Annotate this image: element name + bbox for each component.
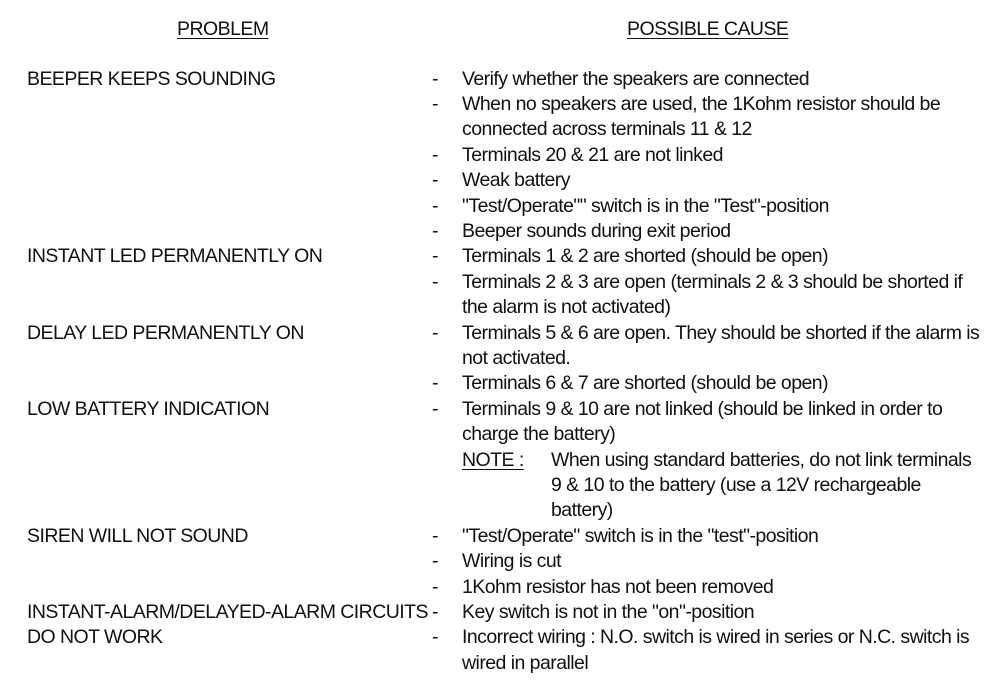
possible-cause-text: Key switch is not in the "on"-position	[462, 600, 755, 623]
note-label: NOTE :	[462, 448, 524, 471]
possible-cause-text: Beeper sounds during exit period	[462, 219, 731, 242]
possible-cause-text: "Test/Operate" switch is in the "test"-position	[462, 524, 819, 547]
possible-cause-text: Wiring is cut	[462, 550, 562, 573]
bullet-dash: -	[432, 270, 438, 293]
possible-cause-text: Terminals 9 & 10 are not linked (should be linked in order to	[462, 397, 943, 420]
bullet-dash: -	[432, 321, 438, 344]
possible-cause-text: not activated.	[462, 346, 571, 369]
bullet-dash: -	[432, 194, 438, 217]
possible-cause-text: connected across terminals 11 & 12	[462, 118, 752, 141]
bullet-dash: -	[432, 372, 438, 395]
possible-cause-text: Terminals 1 & 2 are shorted (should be open)	[462, 245, 829, 268]
bullet-dash: -	[432, 600, 438, 623]
possible-cause-text: wired in parallel	[462, 651, 589, 674]
bullet-dash: -	[432, 524, 438, 547]
problem-label: DELAY LED PERMANENTLY ON	[27, 321, 304, 344]
possible-cause-text: the alarm is not activated)	[462, 296, 671, 319]
possible-cause-text: When no speakers are used, the 1Kohm resistor should be	[462, 92, 941, 115]
possible-cause-text: Verify whether the speakers are connected	[462, 67, 810, 90]
bullet-dash: -	[432, 219, 438, 242]
possible-cause-column-header: POSSIBLE CAUSE	[627, 18, 789, 40]
note-text: battery)	[551, 499, 613, 522]
problem-column-header: PROBLEM	[177, 18, 269, 40]
possible-cause-text: Terminals 5 & 6 are open. They should be shorted if the alarm is	[462, 321, 980, 344]
bullet-dash: -	[432, 245, 438, 268]
possible-cause-text: Terminals 6 & 7 are shorted (should be open)	[462, 372, 829, 395]
possible-cause-text: Terminals 2 & 3 are open (terminals 2 & 3 should be shorted if	[462, 270, 963, 293]
problem-label: INSTANT LED PERMANENTLY ON	[27, 245, 323, 268]
bullet-dash: -	[432, 550, 438, 573]
bullet-dash: -	[432, 397, 438, 420]
possible-cause-text: Terminals 20 & 21 are not linked	[462, 143, 723, 166]
bullet-dash: -	[432, 67, 438, 90]
bullet-dash: -	[432, 92, 438, 115]
possible-cause-text: "Test/Operate"" switch is in the "Test"-position	[462, 194, 829, 217]
possible-cause-text: 1Kohm resistor has not been removed	[462, 575, 774, 598]
bullet-dash: -	[432, 626, 438, 649]
problem-label: INSTANT-ALARM/DELAYED-ALARM CIRCUITS	[27, 600, 428, 623]
problem-label: BEEPER KEEPS SOUNDING	[27, 67, 276, 90]
problem-label: LOW BATTERY INDICATION	[27, 397, 270, 420]
possible-cause-text: Incorrect wiring : N.O. switch is wired in series or N.C. switch is	[462, 626, 970, 649]
bullet-dash: -	[432, 575, 438, 598]
problem-label: DO NOT WORK	[27, 626, 163, 649]
possible-cause-text: charge the battery)	[462, 423, 616, 446]
possible-cause-text: Weak battery	[462, 169, 570, 192]
note-text: 9 & 10 to the battery (use a 12V rechargeable	[551, 473, 921, 496]
bullet-dash: -	[432, 169, 438, 192]
bullet-dash: -	[432, 143, 438, 166]
note-text: When using standard batteries, do not link terminals	[551, 448, 972, 471]
problem-label: SIREN WILL NOT SOUND	[27, 524, 248, 547]
